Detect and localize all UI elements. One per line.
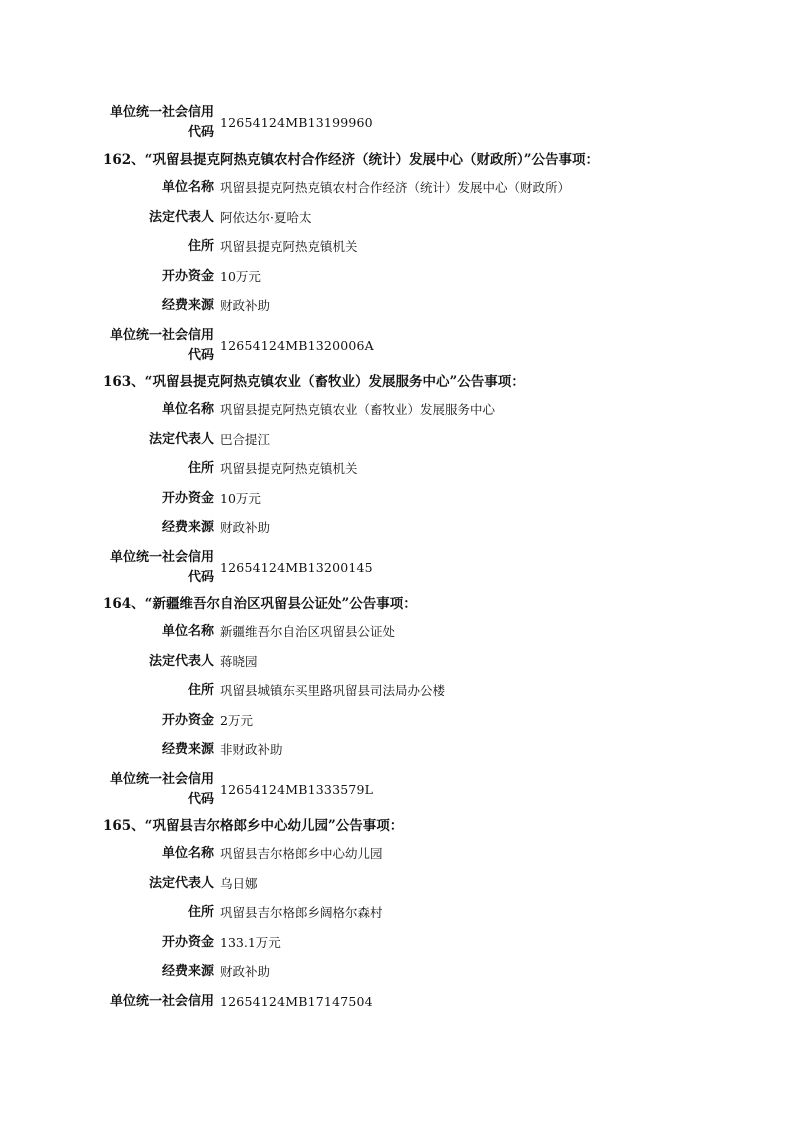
field-value: 巩留县提克阿热克镇机关	[220, 239, 358, 254]
field-value: 巴合提江	[220, 431, 271, 447]
field-label: 法定代表人	[148, 653, 214, 669]
field-value: 巩留县城镇东买里路巩留县司法局办公楼	[220, 683, 446, 698]
field-label: 开办资金	[161, 934, 214, 950]
credit-code-value: 12654124MB1333579L	[220, 781, 374, 797]
field-label: 经费来源	[161, 964, 214, 979]
announcement-heading: 162、“巩留县提克阿热克镇农村合作经济（统计）发展中心（财政所）”公告事项：	[103, 152, 599, 168]
announcement-heading: 165、“巩留县吉尔格郎乡中心幼儿园”公告事项：	[103, 818, 404, 834]
field-label: 住所	[187, 239, 214, 254]
field-value: 财政补助	[220, 520, 271, 535]
field-value: 巩留县提克阿热克镇机关	[220, 461, 358, 476]
field-label: 单位名称	[161, 624, 214, 639]
field-label-line: 代码	[187, 125, 214, 140]
field-label: 单位名称	[161, 180, 214, 195]
field-value: 蒋晓园	[220, 653, 258, 669]
field-label: 法定代表人	[148, 431, 214, 447]
announcement-heading: 164、“新疆维吾尔自治区巩留县公证处”公告事项：	[103, 596, 417, 612]
field-value: 财政补助	[220, 298, 271, 313]
announcement-heading: 163、“巩留县提克阿热克镇农业（畜牧业）发展服务中心”公告事项：	[103, 374, 525, 390]
field-value: 10万元	[220, 490, 261, 506]
credit-code-value: 12654124MB17147504	[220, 993, 373, 1009]
field-value: 阿依达尔·夏哈太	[220, 209, 312, 225]
field-value: 10万元	[220, 268, 261, 284]
field-value: 巩留县吉尔格郎乡中心幼儿园	[220, 846, 383, 861]
field-label-line: 单位统一社会信用	[109, 327, 214, 343]
field-value: 巩留县提克阿热克镇农村合作经济（统计）发展中心（财政所）	[220, 180, 571, 195]
field-label: 单位名称	[161, 402, 214, 417]
field-label: 开办资金	[161, 268, 214, 284]
credit-code-value: 12654124MB1320006A	[220, 337, 374, 353]
field-label-line: 单位统一社会信用	[109, 105, 214, 120]
field-value: 非财政补助	[220, 742, 283, 757]
field-value: 133.1万元	[220, 934, 281, 950]
field-label: 经费来源	[161, 520, 214, 535]
field-label: 开办资金	[161, 490, 214, 506]
field-label-line: 单位统一社会信用	[109, 549, 214, 565]
field-value: 巩留县提克阿热克镇农业（畜牧业）发展服务中心	[220, 402, 496, 417]
field-label: 法定代表人	[148, 209, 214, 225]
field-label: 单位统一社会信用	[109, 993, 214, 1009]
field-value: 巩留县吉尔格郎乡阔格尔森村	[220, 905, 383, 920]
field-label: 单位名称	[161, 846, 214, 861]
field-label-line: 代码	[187, 791, 214, 807]
field-value: 财政补助	[220, 964, 271, 979]
field-value: 新疆维吾尔自治区巩留县公证处	[220, 624, 396, 639]
field-label-line: 代码	[187, 347, 214, 363]
field-value: 2万元	[220, 712, 253, 728]
field-label: 住所	[187, 683, 214, 698]
field-label: 经费来源	[161, 298, 214, 313]
field-label: 住所	[187, 461, 214, 476]
credit-code-value: 12654124MB13199960	[220, 115, 373, 130]
credit-code-value: 12654124MB13200145	[220, 559, 373, 575]
field-label: 法定代表人	[148, 875, 214, 891]
field-label: 住所	[187, 905, 214, 920]
field-value: 乌日娜	[220, 875, 258, 891]
field-label: 经费来源	[161, 742, 214, 757]
field-label: 开办资金	[161, 712, 214, 728]
field-label-line: 代码	[187, 569, 214, 585]
field-label-line: 单位统一社会信用	[109, 771, 214, 787]
